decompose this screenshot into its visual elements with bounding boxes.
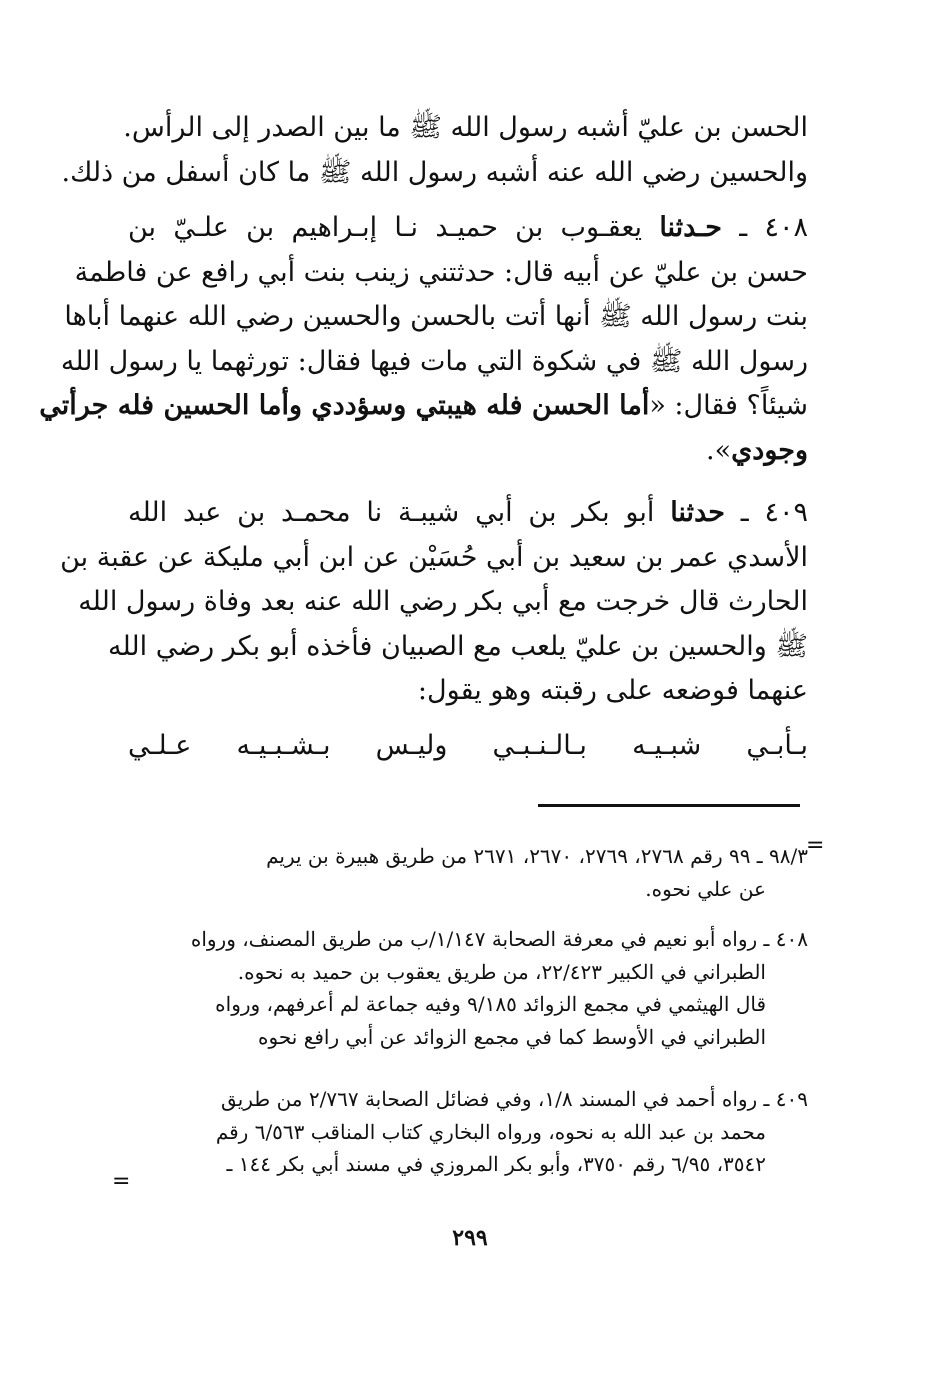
footnote-408-line-1: ٤٠٨ ـ رواه أبو نعيم في معرفة الصحابة ١/١٤٧/ب من طريق المصنف، ورواه bbox=[190, 927, 808, 951]
footnote-409-line-1: ٤٠٩ ـ رواه أحمد في المسند ١/٨، وفي فضائل الصحابة ٢/٧٦٧ من طريق bbox=[221, 1087, 808, 1111]
hadith-408-line-6 bbox=[128, 429, 808, 474]
hadith-408-quote-1: أما الحسن فله هيبتي وسؤددي وأما الحسين فله جرأتي bbox=[39, 390, 650, 421]
hadith-408-line-6-end: ». bbox=[706, 434, 732, 466]
footnote-408-line-2: الطبراني في الكبير ٢٢/٤٢٣، من طريق يعقوب بن حميد به نحوه. bbox=[237, 959, 766, 984]
hadith-409-line-1 bbox=[128, 491, 808, 536]
hadith-408-line-5-start: شيئاً؟ فقال: « bbox=[649, 390, 808, 421]
hadith-408-line-5 bbox=[39, 384, 808, 429]
hadith-408-number: ٤٠٨ ـ bbox=[739, 212, 808, 243]
intro-line-2: والحسين رضي الله عنه أشبه رسول الله ﷺ ما كان أسفل من ذلك. bbox=[61, 156, 808, 188]
verse-word: بـأبـي bbox=[746, 730, 808, 761]
footnote-408-line-3: قال الهيثمي في مجمع الزوائد ٩/١٨٥ وفيه جماعة لم أعرفهم، ورواه bbox=[215, 992, 766, 1016]
hadith-409-line-1-text: أبو بكر بن أبي شيبـة نا محمـد بن عبد الله bbox=[128, 497, 655, 528]
hadith-408-line-1 bbox=[128, 206, 808, 251]
footnote-separator bbox=[538, 804, 800, 807]
hadith-409-number: ٤٠٩ ـ bbox=[740, 497, 808, 528]
verse-word: شبـيـه bbox=[632, 730, 702, 761]
verse-word: عـلـي bbox=[128, 730, 192, 761]
hadith-409-line-2: الأسدي عمر بن سعيد بن أبي حُسَيْن عن ابن أبي مليكة عن عقبة بن bbox=[60, 541, 808, 573]
intro-paragraph bbox=[61, 106, 808, 195]
hadith-409-line-5: عنهما فوضعه على رقبته وهو يقول: bbox=[417, 675, 808, 706]
footnote-409 bbox=[128, 1083, 808, 1181]
footnote-409-line-3: ٣٥٤٢، ٦/٩٥ رقم ٣٧٥٠، وأبو بكر المروزي في مسند أبي بكر ١٤٤ ـ bbox=[226, 1152, 766, 1176]
footnote-408-line-4: الطبراني في الأوسط كما في مجمع الزوائد عن أبي رافع نحوه bbox=[258, 1024, 766, 1049]
footnote-continued-line-2: عن علي نحوه. bbox=[645, 876, 766, 901]
verse-line bbox=[128, 724, 808, 768]
hadith-408-line-1-text: يعقـوب بن حميـد نـا إبـراهيم بن علـيّ بن bbox=[128, 212, 643, 243]
hadith-409-line-3: الحارث قال خرجت مع أبي بكر رضي الله عنه بعد وفاة رسول الله bbox=[78, 586, 808, 617]
footnote-continued-line-1: ٩٨/٣ ـ ٩٩ رقم ٢٧٦٨، ٢٧٦٩، ٢٦٧٠، ٢٦٧١ من طريق هبيرة بن يريم bbox=[266, 844, 808, 868]
footnote-continued bbox=[128, 840, 808, 905]
hadith-408-line-2: حسن بن عليّ عن أبيه قال: حدثتني زينب بنت أبي رافع عن فاطمة bbox=[74, 256, 808, 288]
page-number: ٢٩٩ bbox=[452, 1225, 488, 1251]
intro-line-1: الحسن بن عليّ أشبه رسول الله ﷺ ما بين الصدر إلى الرأس. bbox=[123, 112, 808, 143]
continuation-mark-top: = bbox=[806, 833, 825, 858]
hadith-408-keyword: حـدثنا bbox=[659, 212, 722, 243]
hadith-409-keyword: حدثنا bbox=[670, 497, 725, 528]
hadith-408 bbox=[39, 206, 808, 473]
footnote-408 bbox=[128, 923, 808, 1053]
continuation-mark-bottom: = bbox=[112, 1169, 131, 1194]
hadith-408-line-4: رسول الله ﷺ في شكوة التي مات فيها فقال: تورثهما يا رسول الله bbox=[60, 345, 808, 377]
hadith-408-line-3: بنت رسول الله ﷺ أنها أتت بالحسن والحسين رضي الله عنهما أباها bbox=[64, 301, 808, 332]
verse-word: وليـس bbox=[375, 730, 448, 761]
footnote-409-line-2: محمد بن عبد الله به نحوه، ورواه البخاري كتاب المناقب ٦/٥٦٣ رقم bbox=[215, 1119, 766, 1144]
hadith-409 bbox=[60, 491, 808, 714]
verse-word: بـالـنـبـي bbox=[492, 730, 587, 761]
hadith-408-quote-2: وجودي bbox=[731, 434, 808, 466]
verse-word: بـشـبـيـه bbox=[236, 730, 331, 761]
hadith-409-line-4: ﷺ والحسين بن عليّ يلعب مع الصبيان فأخذه أبو بكر رضي الله bbox=[108, 630, 808, 662]
